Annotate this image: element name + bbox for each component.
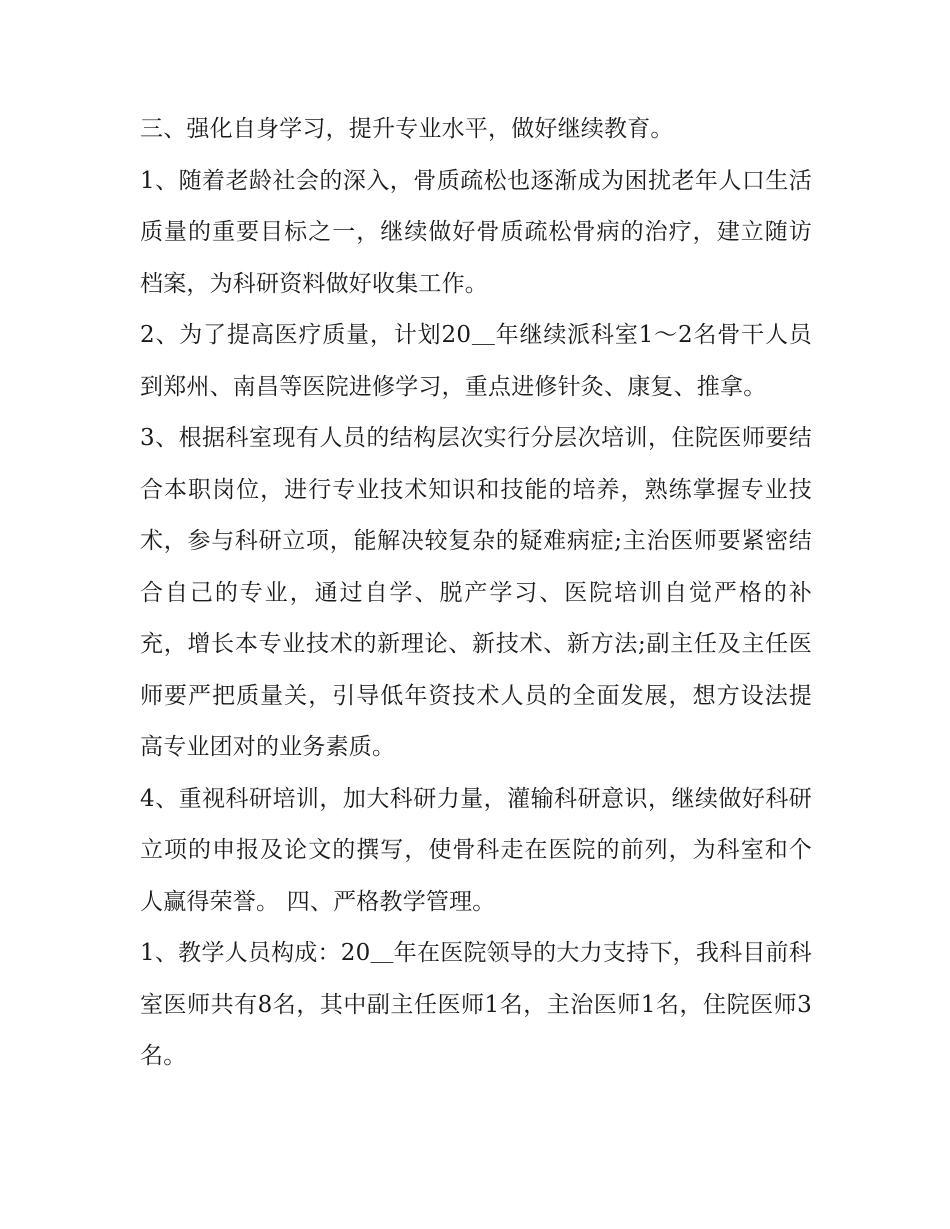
paragraph-item-1: 1、随着老龄社会的深入，骨质疏松也逐渐成为困扰老年人口生活质量的重要目标之一，继续做好骨质疏松骨病的治疗，建立随访档案，为科研资料做好收集工作。 <box>140 167 812 297</box>
section-three-heading: 三、强化自身学习，提升专业水平，做好继续教育。 <box>140 116 674 142</box>
paragraph-item-4: 4、重视科研培训，加大科研力量，灌输科研意识，继续做好科研立项的申报及论文的撰写，使骨科走在医院的前列，为科室和个人赢得荣誉。 四、严格教学管理。 <box>140 785 812 915</box>
paragraph-teaching-1: 1、教学人员构成：20＿年在医院领导的大力支持下，我科目前科室医师共有8名，其中副主任医师1名，主治医师1名，住院医师3名。 <box>140 940 812 1069</box>
paragraph-item-2: 2、为了提高医疗质量，计划20＿年继续派科室1～2名骨干人员到郑州、南昌等医院进修学习，重点进修针灸、康复、推拿。 <box>140 322 812 400</box>
document-body <box>140 104 812 1083</box>
paragraph-item-3: 3、根据科室现有人员的结构层次实行分层次培训，住院医师要结合本职岗位，进行专业技术知识和技能的培养，熟练掌握专业技术，参与科研立项，能解决较复杂的疑难病症;主治医师要紧密结合自己的专业，通过自学、脱产学习、医院培训自觉严格的补充，增长本专业技术的新理论、新技术、新方法;副主任及主任医师要严把质量关，引导低年资技术人员的全面发展，想方设法提高专业团对的业务素质。 <box>140 425 812 760</box>
